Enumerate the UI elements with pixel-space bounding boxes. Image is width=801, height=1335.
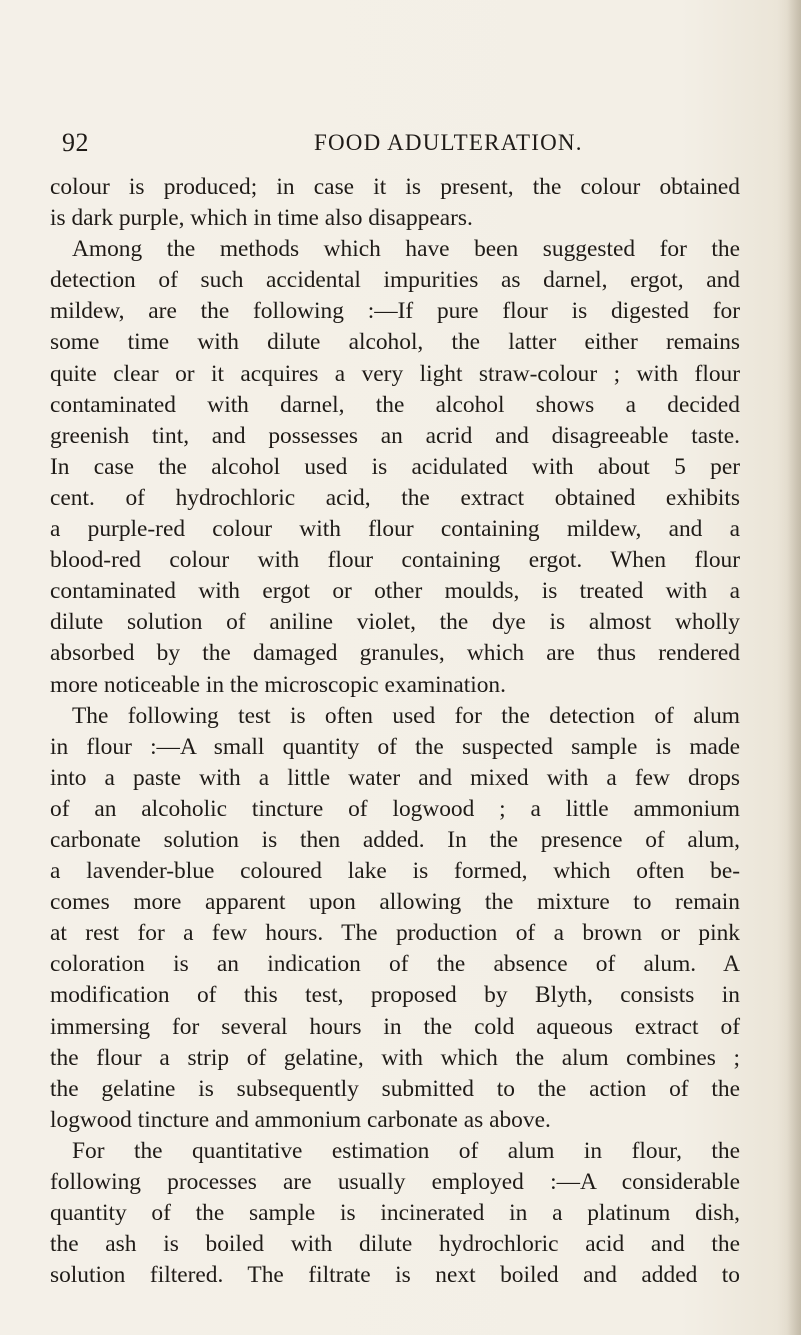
text-line: a purple-red colour with flour containing mildew, and a	[50, 516, 740, 543]
text-line: dilute solution of aniline violet, the dye is almost wholly	[50, 609, 740, 636]
page-number: 92	[62, 128, 89, 157]
text-line: cent. of hydrochloric acid, the extract obtained exhibits	[50, 484, 740, 511]
text-line: blood-red colour with flour containing ergot. When flour	[50, 547, 740, 574]
page-header	[62, 128, 722, 162]
text-line: more noticeable in the microscopic examination.	[50, 671, 506, 698]
text-line: Among the methods which have been suggested for the	[72, 236, 740, 263]
text-line: a lavender-blue coloured lake is formed, which often be-	[50, 858, 740, 885]
text-line: is dark purple, which in time also disappears.	[50, 205, 473, 232]
text-line: the ash is boiled with dilute hydrochloric acid and the	[50, 1231, 740, 1258]
text-line: contaminated with darnel, the alcohol shows a decided	[50, 391, 740, 418]
text-line: colour is produced; in case it is present, the colour obtained	[50, 174, 740, 200]
text-line: the gelatine is subsequently submitted to the action of the	[50, 1075, 740, 1102]
text-line: mildew, are the following :—If pure flour is digested for	[50, 298, 740, 325]
text-line: The following test is often used for the detection of alum	[72, 702, 740, 729]
text-line: For the quantitative estimation of alum in flour, the	[72, 1137, 740, 1164]
text-line: carbonate solution is then added. In the presence of alum,	[50, 826, 740, 853]
text-line: of an alcoholic tincture of logwood ; a little ammonium	[50, 795, 740, 822]
text-line: detection of such accidental impurities as darnel, ergot, and	[50, 267, 740, 294]
text-line: the flour a strip of gelatine, with which the alum combines ;	[50, 1044, 740, 1071]
text-line: contaminated with ergot or other moulds, is treated with a	[50, 578, 740, 605]
text-line: into a paste with a little water and mixed with a few drops	[50, 764, 740, 791]
running-title: FOOD ADULTERATION.	[314, 130, 583, 155]
text-line: In case the alcohol used is acidulated with about 5 per	[50, 453, 740, 480]
text-line: following processes are usually employed :—A considerable	[50, 1169, 740, 1195]
text-line: coloration is an indication of the absence of alum. A	[50, 951, 740, 978]
text-line: quantity of the sample is incinerated in a platinum dish,	[50, 1200, 740, 1227]
text-line: in flour :—A small quantity of the suspected sample is made	[50, 733, 740, 760]
body-text	[50, 172, 740, 1291]
text-line: quite clear or it acquires a very light straw-colour ; with flour	[50, 360, 740, 387]
text-line: comes more apparent upon allowing the mixture to remain	[50, 889, 740, 916]
text-line: at rest for a few hours. The production of a brown or pink	[50, 920, 740, 947]
text-line: some time with dilute alcohol, the latter either remains	[50, 329, 740, 356]
text-line: greenish tint, and possesses an acrid and disagreeable taste.	[50, 422, 740, 449]
text-line: absorbed by the damaged granules, which are thus rendered	[50, 640, 740, 667]
text-line: logwood tincture and ammonium carbonate as above.	[50, 1106, 551, 1133]
page-edge-shadow	[787, 0, 801, 1335]
text-line: immersing for several hours in the cold aqueous extract of	[50, 1013, 740, 1040]
text-line: solution filtered. The filtrate is next boiled and added to	[50, 1262, 740, 1289]
text-line: modification of this test, proposed by Blyth, consists in	[50, 982, 740, 1009]
